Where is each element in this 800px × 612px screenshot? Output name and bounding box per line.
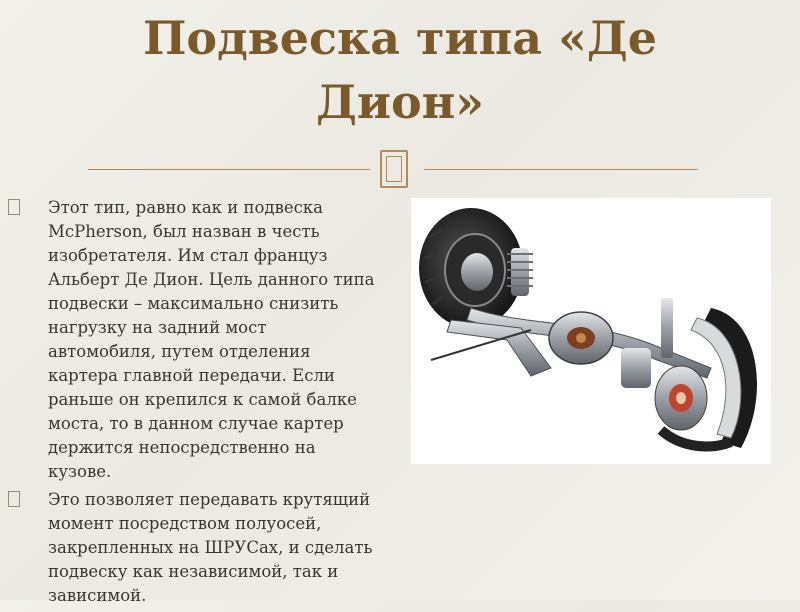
divider-line-right [424,169,698,170]
suspension-image [411,198,771,464]
bullet-item [8,196,378,484]
slide-title: Подвеска типа «Де Дион» [142,11,658,129]
square-bullet-icon [8,199,20,215]
divider-line-left [88,169,370,170]
bullet-item [8,488,378,608]
square-bullet-icon [8,491,20,507]
bullet-text: Этот тип, равно как и подвеска McPherson, был назван в честь изобретателя. Им стал француз Альберт Де Дион. Цель данного типа подвески – максимально снизить нагрузку на задний мост автомобиля, путем отделения картера главной передачи. Если раньше он крепился к самой балке моста, то в данном случае картер держится непосредственно на кузове. [48,198,375,481]
bullet-list [8,196,378,612]
ornament-icon [380,150,408,188]
title-divider [88,150,698,190]
suspension-illustration [411,198,771,464]
bullet-text: Это позволяет передавать крутящий момент посредством полуосей, закрепленных на ШРУСах, и сделать подвеску как независимой, так и зависимой. [48,490,373,605]
differential [549,312,613,364]
